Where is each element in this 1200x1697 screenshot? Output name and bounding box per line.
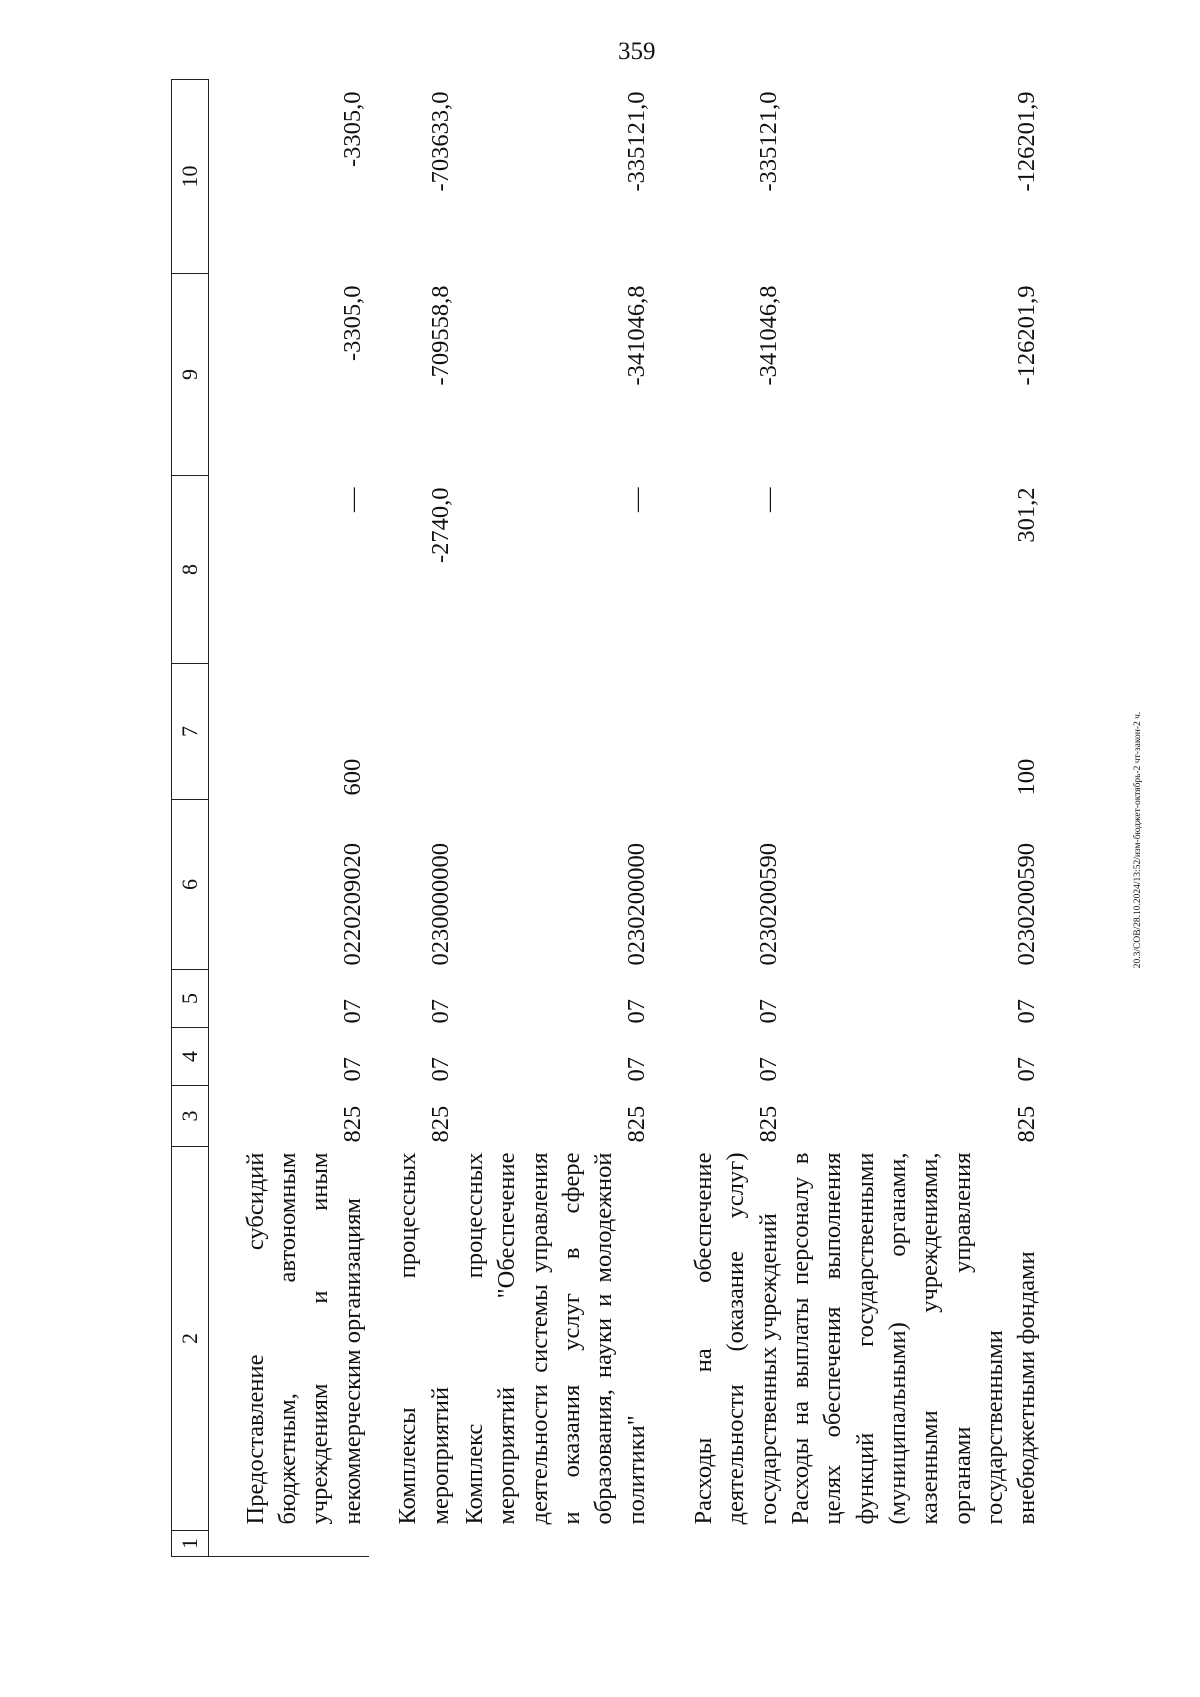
cell-c5: 07	[338, 999, 366, 1024]
cell-c8: -2740,0	[426, 487, 454, 564]
budget-table-rotated	[171, 80, 1200, 1557]
cell-c4: 07	[1013, 1057, 1041, 1082]
table-row	[785, 80, 1062, 1557]
cell-c10: -3305,0	[338, 91, 366, 168]
table-header-row	[172, 80, 209, 1557]
cell-c3: 825	[338, 1105, 366, 1143]
cell-c9: -341046,8	[754, 285, 782, 386]
cell-c6: 0230200590	[1013, 843, 1041, 966]
cell-c7: 600	[338, 758, 366, 796]
column-header: 8	[172, 476, 209, 664]
cell-c4: 07	[754, 1057, 782, 1082]
cell-c5: 07	[754, 999, 782, 1024]
table-row	[209, 80, 370, 1557]
budget-table	[171, 79, 1062, 1557]
cell-c4: 07	[338, 1057, 366, 1082]
cell-c3: 825	[426, 1105, 454, 1143]
cell-c9: -341046,8	[622, 285, 650, 386]
cell-c9: -709558,8	[426, 285, 454, 386]
column-header: 3	[172, 1086, 209, 1147]
cell-c8: —	[622, 487, 650, 512]
cell-c6: 0230200590	[754, 843, 782, 966]
column-header: 1	[172, 1531, 209, 1557]
table-row	[653, 80, 785, 1557]
footer-note-wrapper	[1133, 711, 1153, 969]
cell-c5: 07	[426, 999, 454, 1024]
table-row	[369, 80, 457, 1557]
cell-c3: 825	[1013, 1105, 1041, 1143]
cell-c8: —	[338, 487, 366, 512]
column-header: 10	[172, 80, 209, 274]
page-number: 359	[618, 38, 656, 65]
cell-c5: 07	[1013, 999, 1041, 1024]
cell-c7	[369, 664, 457, 800]
cell-c4: 07	[622, 1057, 650, 1082]
cell-c7: 100	[1013, 758, 1041, 796]
cell-c9: -126201,9	[1013, 285, 1041, 386]
cell-c6: 0220209020	[338, 843, 366, 966]
cell-c10: -703633,0	[426, 91, 454, 192]
cell-c3: 825	[622, 1105, 650, 1143]
cell-c7	[457, 664, 653, 800]
footer-note: 20.3/СОВ/28.10.2024/13:52/изм-бюджет-октябрь-2 чт-закон-2 ч.	[1133, 711, 1143, 969]
column-header: 7	[172, 664, 209, 800]
cell-c4: 07	[426, 1057, 454, 1082]
cell-c7	[653, 664, 785, 800]
column-header: 9	[172, 274, 209, 476]
cell-c9: -3305,0	[338, 285, 366, 362]
row-name: Предоставление субсидий бюджетным, автономным учреждениям и иным некоммерческим организациям	[241, 1152, 366, 1525]
cell-c8: 301,2	[1013, 487, 1041, 543]
column-header: 6	[172, 800, 209, 970]
row-name: Расходы на выплаты персоналу в целях обеспечения выполнения функций государственными (муниципальными) органами, казенными учреждениями, органами управления государственными внебюджетными фондами	[787, 1152, 1041, 1525]
cell-c10: -335121,0	[754, 91, 782, 192]
cell-c8: —	[754, 487, 782, 512]
cell-c5: 07	[622, 999, 650, 1024]
row-name: Расходы на обеспечение деятельности (оказание услуг) государственных учреждений	[690, 1152, 782, 1525]
column-header: 2	[172, 1147, 209, 1531]
cell-c10: -335121,0	[622, 91, 650, 192]
table-row	[457, 80, 653, 1557]
column-header: 4	[172, 1028, 209, 1086]
column-header: 5	[172, 970, 209, 1028]
row-name: Комплекс процессных мероприятий "Обеспечение деятельности системы управления и оказания услуг в сфере образования, науки и молодежной политики"	[461, 1152, 650, 1525]
cell-c6: 0230200000	[622, 843, 650, 966]
row-name: Комплексы процессных мероприятий	[394, 1152, 454, 1525]
cell-c3: 825	[754, 1105, 782, 1143]
cell-c6: 0230000000	[426, 843, 454, 966]
cell-c10: -126201,9	[1013, 91, 1041, 192]
